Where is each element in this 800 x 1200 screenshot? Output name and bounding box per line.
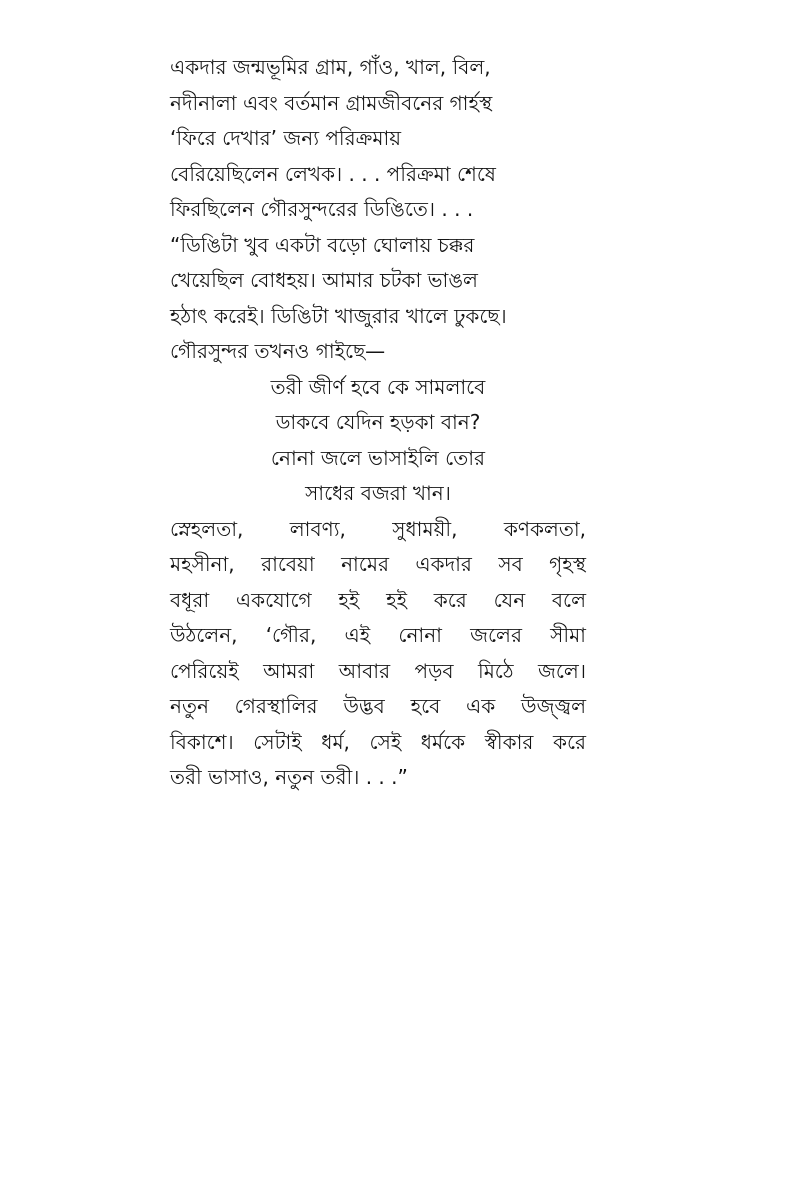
text-line: খেয়েছিল বোধহয়। আমার চটকা ভাঙল <box>170 268 478 292</box>
text-line: উঠলেন, ‘গৌর, এই নোনা জলের সীমা <box>170 623 586 647</box>
text-line: তরী ভাসাও, নতুন তরী। . . .” <box>170 765 408 789</box>
verse-line: তরী জীর্ণ হবে কে সামলাবে <box>270 374 486 399</box>
text-line: স্নেহলতা, লাবণ্য, সুধাময়ী, কণকলতা, <box>170 516 586 541</box>
text-line: বিকাশে। সেটাই ধর্ম, সেই ধর্মকে স্বীকার করে <box>170 729 586 754</box>
text-line: হঠাৎ করেই। ডিঙিটা খাজুরার খালে ঢুকছে। <box>170 303 507 328</box>
text-line: পেরিয়েই আমরা আবার পড়ব মিঠে জলে। <box>170 658 586 683</box>
text-line: নতুন গেরস্থালির উদ্ভব হবে এক উজ্জ্বল <box>170 694 586 718</box>
book-page-text <box>170 50 586 796</box>
text-line: ফিরছিলেন গৌরসুন্দরের ডিঙিতে। . . . <box>170 197 474 221</box>
text-line: ‘ফিরে দেখার’ জন্য পরিক্রমায় <box>170 126 402 150</box>
closing-paragraph <box>170 512 586 796</box>
text-line: বধূরা একযোগে হই হই করে যেন বলে <box>170 587 586 612</box>
text-line: “ডিঙিটা খুব একটা বড়ো ঘোলায় চক্কর <box>170 232 475 257</box>
text-line: বেরিয়েছিলেন লেখক। . . . পরিক্রমা শেষে <box>170 161 496 186</box>
verse-line: ডাকবে যেদিন হড়কা বান? <box>275 410 481 434</box>
intro-paragraph <box>170 50 586 370</box>
verse-line: সাধের বজরা খান। <box>305 481 451 505</box>
text-line: মহসীনা, রাবেয়া নামের একদার সব গৃহস্থ <box>170 552 586 576</box>
text-line: একদার জন্মভূমির গ্রাম, গাঁও, খাল, বিল, <box>170 55 491 79</box>
text-line: গৌরসুন্দর তখনও গাইছে— <box>170 339 386 363</box>
text-line: নদীনালা এবং বর্তমান গ্রামজীবনের গার্হস্থ <box>170 90 493 115</box>
song-verse <box>170 370 586 512</box>
verse-line: নোনা জলে ভাসাইলি তোর <box>270 445 486 470</box>
